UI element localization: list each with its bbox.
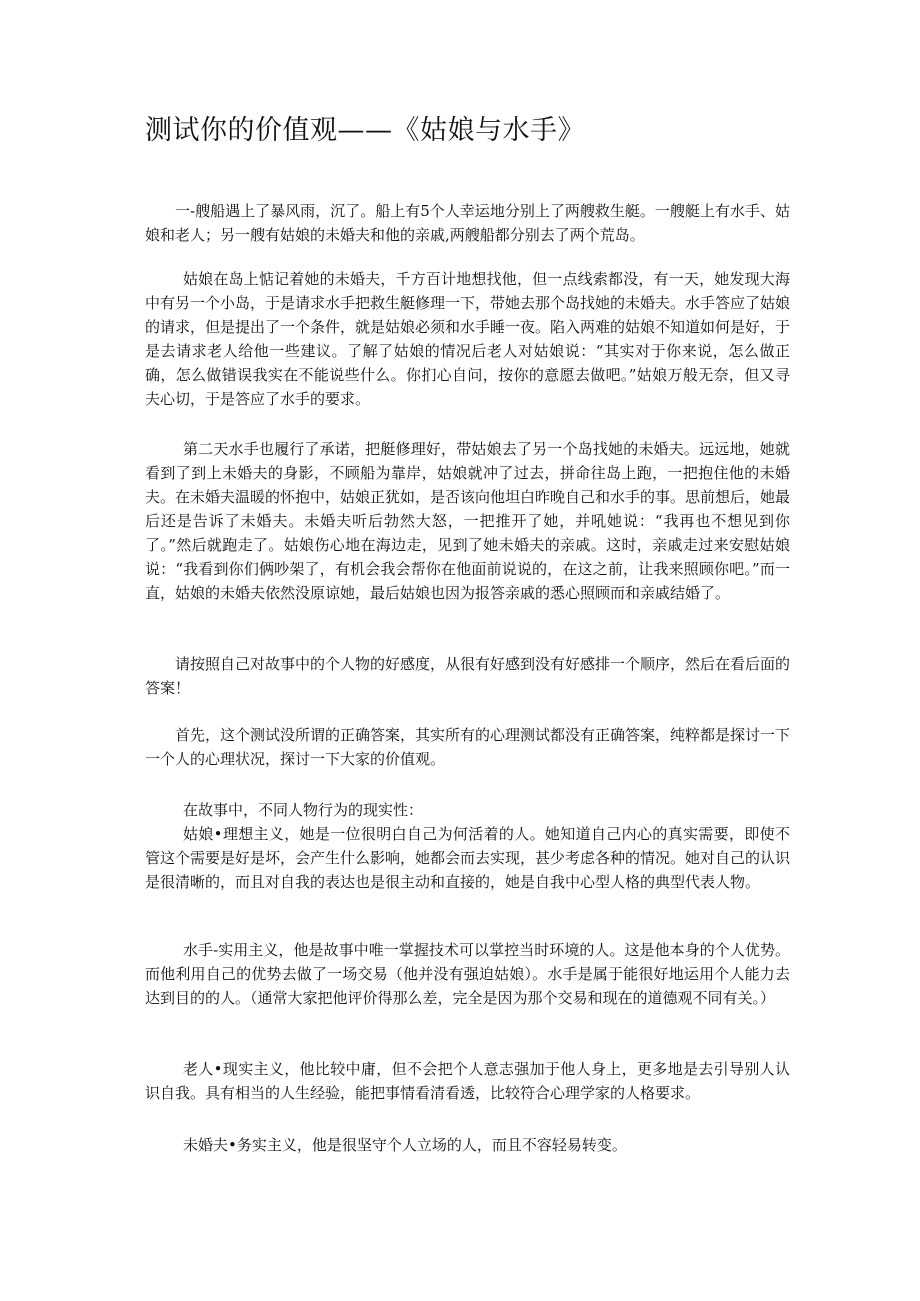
story-paragraph-request: 姑娘在岛上惦记着她的未婚夫，千方百计地想找他，但一点线索都没，有一天，她发现大海中有另一个小岛，于是请求水手把救生艇修理一下，带她去那个岛找她的未婚夫。水手答应了姑娘的请求，但是提出了一个条件，就是姑娘必须和水手睡一夜。陷入两难的姑娘不知道如何是好，于是去请求老人给他一些建议。了解了姑娘的情况后老人对姑娘说：“其实对于你来说，怎么做正确，怎么做错误我实在不能说些什么。你扪心自问，按你的意愿去做吧。”姑娘万般无奈，但又寻夫心切，于是答应了水手的要求。: [145, 270, 791, 408]
answer-intro-paragraph: 首先，这个测试没所谓的正确答案，其实所有的心理测试都没有正确答案，纯粹都是探讨一下一个人的心理状况，探讨一下大家的价值观。: [145, 726, 791, 768]
instruction-paragraph: 请按照自己对故事中的个人物的好感度，从很有好感到没有好感排一个顺序，然后在看后面的答案！: [145, 655, 791, 697]
analysis-girl: 姑娘•理想主义，她是一位很明白自己为何活着的人。她知道自己内心的真实需要，即使不管这个需要是好是坏，会产生什么影响，她都会而去实现，甚少考虑各种的情况。她对自己的认识是很清晰的，而且对自我的表达也是很主动和直接的，她是自我中心型人格的典型代表人物。: [145, 825, 791, 891]
analysis-old-man: 老人•现实主义，他比较中庸，但不会把个人意志强加于他人身上，更多地是去引导别人认识自我。具有相当的人生经验，能把事情看清看透，比较符合心理学家的人格要求。: [145, 1060, 790, 1102]
analysis-sailor: 水手-实用主义，他是故事中唯一掌握技术可以掌控当时环境的人。这是他本身的个人优势。而他利用自己的优势去做了一场交易（他并没有强迫姑娘）。水手是属于能很好地运用个人能力去达到目的的人。（通常大家把他评价得那么差，完全是因为那个交易和现在的道德观不同有关。）: [145, 941, 790, 1007]
story-paragraph-outcome: 第二天水手也履行了承诺，把艇修理好，带姑娘去了另一个岛找她的未婚夫。远远地，她就看到了到上未婚夫的身影，不顾船为靠岸，姑娘就冲了过去，拼命往岛上跑，一把抱住他的未婚夫。在未婚夫温暖的怀抱中，姑娘正犹如，是否该向他坦白昨晚自己和水手的事。思前想后，她最后还是告诉了未婚夫。未婚夫听后勃然大怒，一把推开了她，并吼她说：“我再也不想见到你了。”然后就跑走了。姑娘伤心地在海边走，见到了她未婚夫的亲戚。这时，亲戚走过来安慰姑娘说：“我看到你们俩吵架了，有机会我会帮你在他面前说说的，在这之前，让我来照顾你吧。”而一直，姑娘的未婚夫依然没原谅她，最后姑娘也因为报答亲戚的悉心照顾而和亲戚结婚了。: [145, 440, 791, 602]
story-paragraph-shipwreck: 一-艘船遇上了暴风雨，沉了。船上有5个人幸运地分别上了两艘救生艇。一艘艇上有水手、姑娘和老人；另一艘有姑娘的未婚夫和他的亲戚,两艘船都分别去了两个荒岛。: [145, 202, 790, 244]
analysis-fiance: 未婚夫•务实主义，他是很坚守个人立场的人，而且不容轻易转变。: [183, 1136, 627, 1154]
document-title: 测试你的价值观——《姑娘与水手》: [145, 115, 585, 146]
analysis-heading: 在故事中，不同人物行为的现实性：: [183, 801, 424, 819]
